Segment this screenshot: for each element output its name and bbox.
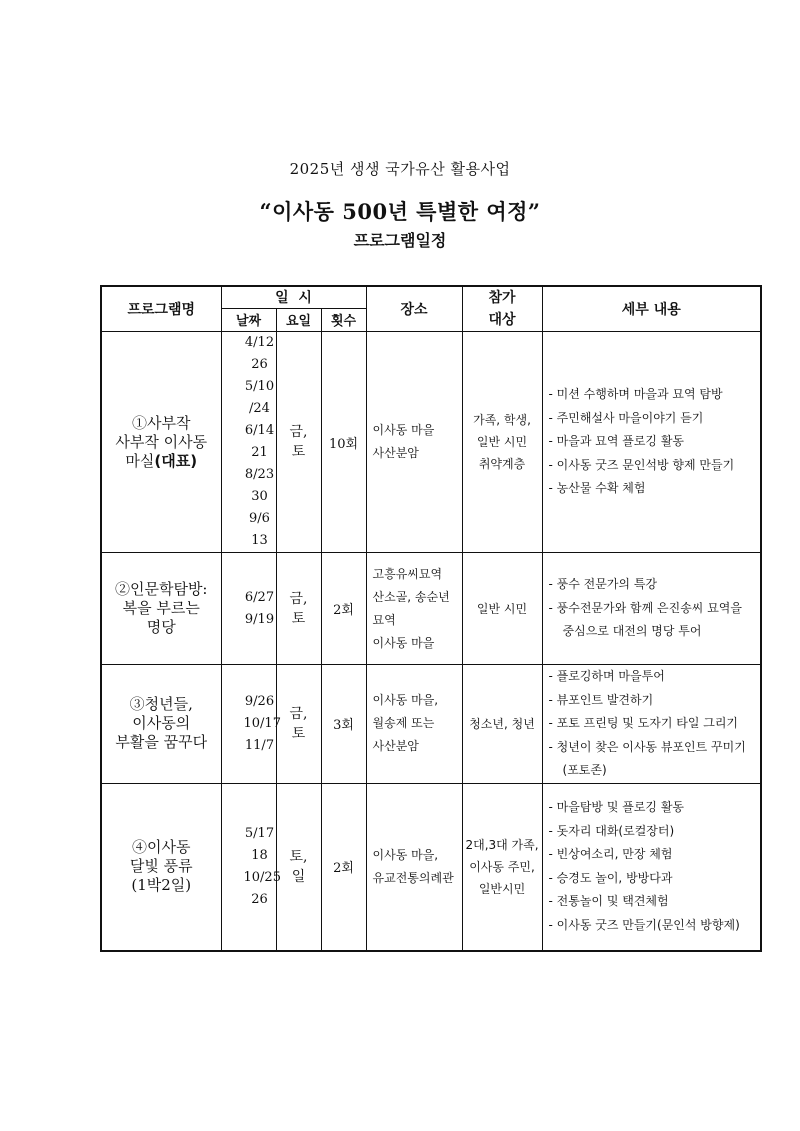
list-item: - 플로깅하며 마을투어 — [548, 669, 665, 683]
header-target — [462, 286, 542, 332]
header-date: 날짜 — [221, 308, 276, 331]
list-item: - 미션 수행하며 마을과 묘역 탐방 — [548, 387, 723, 402]
program-count: 2회 — [321, 553, 366, 665]
program-days: 금, 토 — [276, 553, 321, 665]
document-subtitle: 프로그램일정 — [353, 231, 447, 250]
program-place: 이사동 마을, 유교전통의례관 — [366, 783, 462, 951]
list-item: - 청년이 찾은 이사동 뷰포인트 꾸미기 — [548, 739, 746, 754]
table-row — [101, 665, 761, 784]
program-details — [542, 665, 761, 784]
list-item: - 돗자리 대화(로컬장터) — [548, 823, 675, 838]
header-program: 프로그램명 — [101, 286, 221, 332]
program-tag: (대표) — [154, 451, 198, 470]
list-item: - 뷰포인트 발견하기 — [548, 692, 654, 707]
program-place: 이사동 마을, 월송제 또는 사산분암 — [366, 665, 462, 784]
program-days: 금, 토 — [276, 332, 321, 553]
header-day: 요일 — [276, 308, 321, 331]
subtitle: 2025년 생생 국가유산 활용사업 — [289, 160, 511, 178]
program-name: ④이사동 달빛 풍류 (1박2일) — [101, 783, 221, 951]
header-count: 횟수 — [321, 308, 366, 331]
program-name: ②인문학탐방: 복을 부르는 명당 — [101, 553, 221, 665]
list-item: - 빈상여소리, 만장 체험 — [548, 847, 673, 862]
program-target: 일반 시민 — [462, 553, 542, 665]
program-schedule-table — [100, 285, 762, 952]
program-count: 10회 — [321, 332, 366, 553]
list-item: - 풍수전문가와 함께 은진송씨 묘역을 — [548, 600, 742, 615]
header-detail: 세부 내용 — [542, 286, 761, 332]
program-count: 3회 — [321, 665, 366, 784]
header-place: 장소 — [366, 286, 462, 332]
program-target: 청소년, 청년 — [462, 665, 542, 784]
document-title: “이사동 500년 특별한 여정” — [259, 199, 541, 224]
program-place: 고흥유씨묘역 산소골, 송순년 묘역 이사동 마을 — [366, 553, 462, 665]
program-dates: 4/12 26 5/10 /24 6/14 21 8/23 30 9/6 13 — [221, 332, 276, 553]
header-target-line1: 참가 — [488, 290, 516, 306]
program-details — [542, 783, 761, 951]
program-dates: 6/27 9/19 — [221, 553, 276, 665]
program-dates: 5/17 18 10/25 26 — [221, 783, 276, 951]
program-place: 이사동 마을 사산분암 — [366, 332, 462, 553]
list-item: - 주민해설사 마을이야기 듣기 — [548, 410, 704, 425]
list-item: - 포토 프린팅 및 도자기 타일 그리기 — [548, 716, 739, 730]
list-item: - 농산물 수확 체험 — [548, 481, 646, 496]
list-item: 중심으로 대전의 명당 투어 — [562, 624, 702, 639]
list-item: - 풍수 전문가의 특강 — [548, 577, 658, 592]
list-item: (포토존) — [562, 763, 607, 777]
header-target-line2: 대상 — [488, 312, 516, 328]
header-schedule: 일 시 — [221, 286, 366, 308]
program-dates: 9/26 10/17 11/7 — [221, 665, 276, 784]
list-item: - 전통놀이 및 택견체험 — [548, 894, 669, 909]
table-row — [101, 553, 761, 665]
list-item: - 마을과 묘역 플로깅 활동 — [548, 434, 685, 449]
program-details — [542, 332, 761, 553]
program-days: 토, 일 — [276, 783, 321, 951]
program-target: 가족, 학생, 일반 시민 취약계층 — [462, 332, 542, 553]
list-item: - 승경도 놀이, 방방다과 — [548, 870, 673, 885]
program-details — [542, 553, 761, 665]
list-item: - 마을탐방 및 플로깅 활동 — [548, 800, 685, 815]
program-count: 2회 — [321, 783, 366, 951]
table-row — [101, 783, 761, 951]
program-days: 금, 토 — [276, 665, 321, 784]
program-name: ①사부작 사부작 이사동 마실(대표) — [101, 332, 221, 553]
program-target: 2대,3대 가족, 이사동 주민, 일반시민 — [462, 783, 542, 951]
list-item: - 이사동 굿즈 문인석방 향제 만들기 — [548, 457, 735, 472]
table-row — [101, 332, 761, 553]
program-name: ③청년들, 이사동의 부활을 꿈꾸다 — [101, 665, 221, 784]
list-item: - 이사동 굿즈 만들기(문인석 방향제) — [548, 917, 740, 932]
